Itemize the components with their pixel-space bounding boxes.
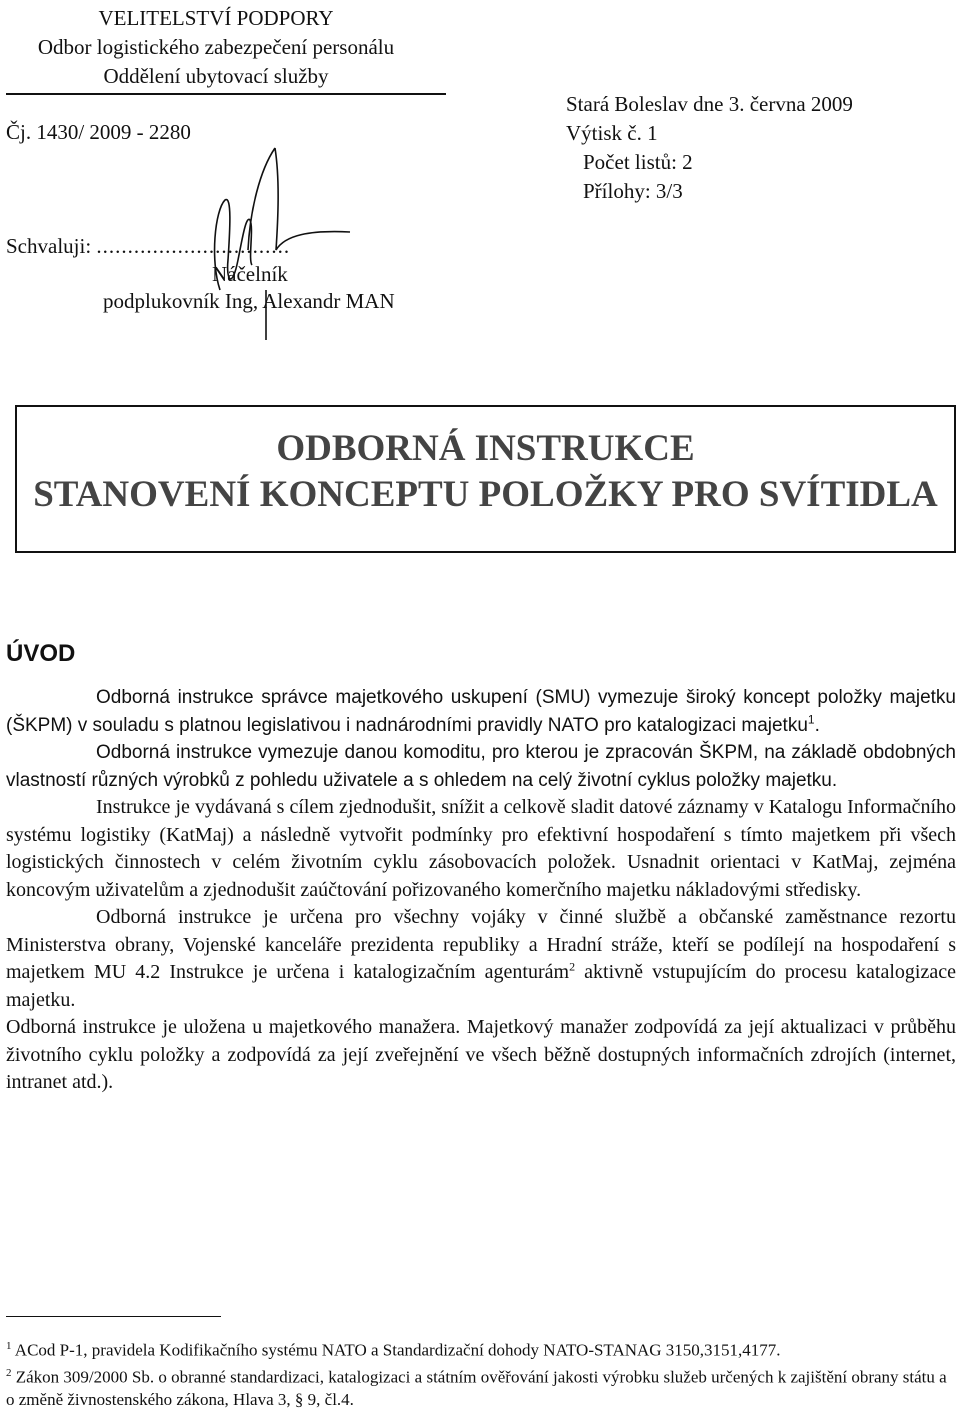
attachments: Přílohy: 3/3 — [583, 179, 683, 203]
reference-number: Čj. 1430/ 2009 - 2280 — [6, 120, 191, 144]
footnotes — [6, 1335, 956, 1411]
copy-number: Výtisk č. 1 — [566, 121, 658, 145]
place-date: Stará Boleslav dne 3. června 2009 — [566, 92, 853, 116]
issuer-org: VELITELSTVÍ PODPORY — [98, 6, 334, 30]
issuer-department: Odbor logistického zabezpečení personálu — [37, 35, 395, 59]
paragraph-1-text: Odborná instrukce správce majetkového uskupení (SMU) vymezuje široký koncept položky majetku (ŠKPM) v souladu s platnou legislativou i nadnárodními pravidly NATO pro katalogizaci majetku — [6, 687, 956, 736]
title-box — [15, 405, 956, 553]
approval-label: Schvaluji: — [6, 234, 92, 258]
section-heading: ÚVOD — [6, 640, 76, 667]
document-title: ODBORNÁ INSTRUKCE — [276, 428, 695, 469]
document-subtitle: STANOVENÍ KONCEPTU POLOŽKY PRO SVÍTIDLA — [33, 474, 938, 515]
footnote-2-text: Zákon 309/2000 Sb. o obranné standardizaci, katalogizaci a státním ověřování jakosti výrobku služeb určených k zajištění obrany státu a o změně živnostenského zákona, Hlava 3, § 9, čl.4. — [6, 1367, 947, 1410]
paragraph-4 — [6, 904, 956, 1014]
footnote-2 — [6, 1362, 956, 1411]
approver-name: podplukovník Ing, Alexandr MAN — [103, 289, 395, 313]
paragraph-3: Instrukce je vydávaná s cílem zjednodušit, snížit a celkově sladit datové záznamy v Katalogu Informačního systému logistiky (KatMaj) a následně vytvořit podmínky pro efektivní hospodaření s tímto majetkem při všech logistických činnostech v celém životním cyklu zásobovacích položek. Usnadnit orientaci v KatMaj, zejména koncovým uživatelům a zjednodušit zaúčtování pořizovaného komerčního majetku nákladovými středisky. — [6, 796, 956, 901]
paragraph-1 — [6, 684, 956, 739]
body-text — [6, 684, 956, 1097]
paragraph-5: Odborná instrukce je uložena u majetkového manažera. Majetkový manažer zodpovídá za její aktualizaci v průběhu životního cyklu položky a zodpovídá za její zveřejnění ve všech běžně dostupných informačních zdrojích (internet, intranet atd.). — [6, 1016, 956, 1093]
footnote-1-mark: 1 — [6, 1340, 12, 1352]
approver-title: Náčelník — [212, 262, 288, 286]
footnote-1-text: ACod P-1, pravidela Kodifikačního systému NATO a Standardizační dohody NATO-STANAG 3150,3151,4177. — [11, 1340, 781, 1360]
document-meta — [566, 90, 853, 206]
footnote-ref-2: 2 — [569, 959, 576, 974]
footnote-1 — [6, 1335, 956, 1362]
footnote-ref-1: 1 — [807, 712, 815, 727]
issuer-block — [6, 4, 426, 91]
paragraph-2: Odborná instrukce vymezuje danou komoditu, pro kterou je zpracován ŠKPM, na základě obdobných vlastností různých výrobků z pohledu uživatele a s ohledem na celý životní cyklus položky majetku. — [6, 742, 956, 791]
paragraph-4-text: Odborná instrukce je určena pro všechny vojáky v činné službě a občanské zaměstnance rezortu Ministerstva obrany, Vojenské kanceláře prezidenta republiky a Hradní stráže, kteří se podílejí na hospodaření s majetkem MU 4.2 Instrukce je určena i katalogizačním agenturám — [6, 906, 956, 983]
footnote-2-mark: 2 — [6, 1366, 12, 1379]
sheet-count: Počet listů: 2 — [583, 150, 693, 174]
paragraph-1-end: . — [814, 714, 820, 736]
paragraph-4-end: aktivně vstupujícím do procesu katalogizace majetku. — [6, 961, 956, 1011]
signature-dots: ............................... — [96, 234, 291, 258]
footnote-divider — [6, 1316, 221, 1317]
approval-line — [6, 232, 290, 260]
issuer-section: Oddělení ubytovací služby — [103, 64, 329, 88]
header-divider — [6, 93, 446, 95]
